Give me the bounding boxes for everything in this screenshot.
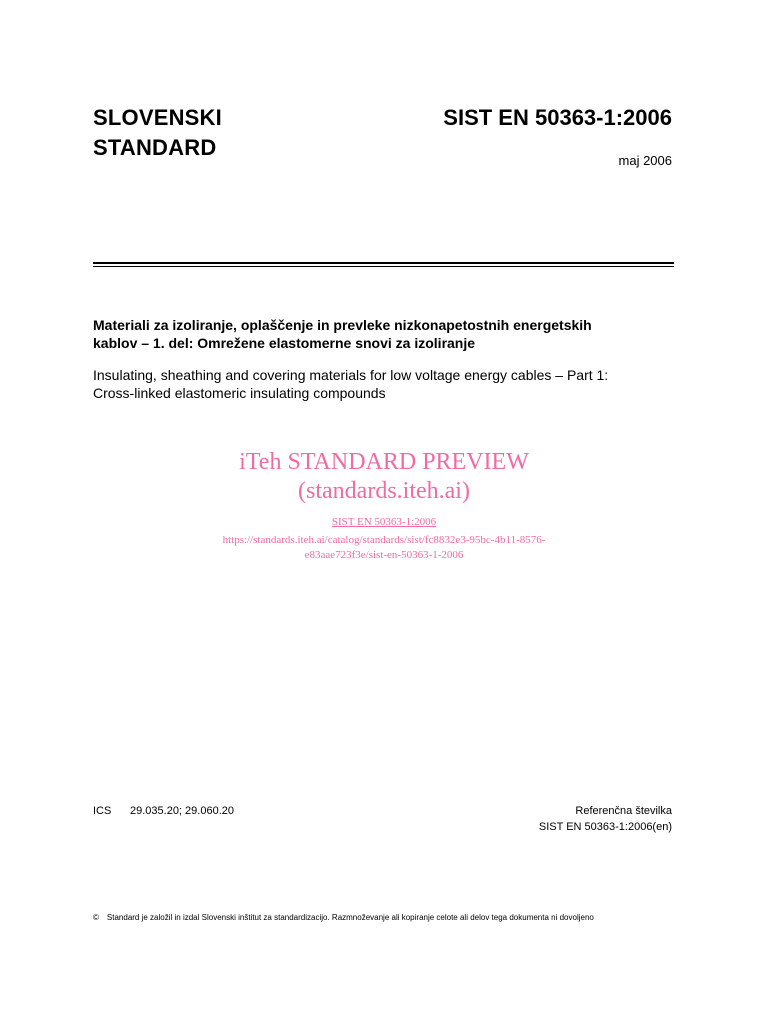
header-line-2: STANDARD	[93, 135, 217, 160]
title-english	[93, 366, 693, 402]
watermark-url-line-2[interactable]: e83aae723f3e/sist-en-50363-1-2006	[304, 549, 464, 561]
watermark-code-link[interactable]: SIST EN 50363-1:2006	[331, 516, 437, 528]
publication-date: maj 2006	[618, 153, 672, 168]
copyright-symbol: ©	[93, 913, 99, 922]
title-english-line-1: Insulating, sheathing and covering materials for low voltage energy cables – Part 1:	[93, 367, 609, 383]
standard-code: SIST EN 50363-1:2006	[443, 105, 672, 130]
title-slovenian-line-1: Materiali za izoliranje, oplaščenje in prevleke nizkonapetostnih energetskih	[93, 317, 592, 333]
ics-value: 29.035.20; 29.060.20	[130, 805, 234, 817]
copyright-notice	[93, 912, 594, 923]
title-slovenian-line-2: kablov – 1. del: Omrežene elastomerne snovi za izoliranje	[93, 335, 476, 351]
divider-thick	[93, 262, 674, 264]
divider-thin	[93, 266, 674, 267]
reference-label: Referenčna številka	[575, 805, 672, 817]
reference-value: SIST EN 50363-1:2006(en)	[538, 821, 672, 833]
title-slovenian	[93, 316, 693, 352]
header-line-1: SLOVENSKI	[93, 105, 222, 130]
watermark-subtitle: (standards.iteh.ai)	[298, 478, 470, 504]
watermark-url[interactable]	[0, 533, 768, 563]
ics-label: ICS	[93, 805, 112, 817]
watermark-url-line-1[interactable]: https://standards.iteh.ai/catalog/standards/sist/fc8832e3-95bc-4b11-8576-	[222, 534, 546, 546]
watermark-title: iTeh STANDARD PREVIEW	[239, 449, 529, 475]
title-english-line-2: Cross-linked elastomeric insulating compounds	[93, 385, 386, 401]
copyright-text: Standard je založil in izdal Slovenski inštitut za standardizacijo. Razmnoževanje ali kopiranje celote ali delov tega dokumenta ni dovoljeno	[106, 913, 594, 922]
document-header-left	[93, 103, 222, 163]
